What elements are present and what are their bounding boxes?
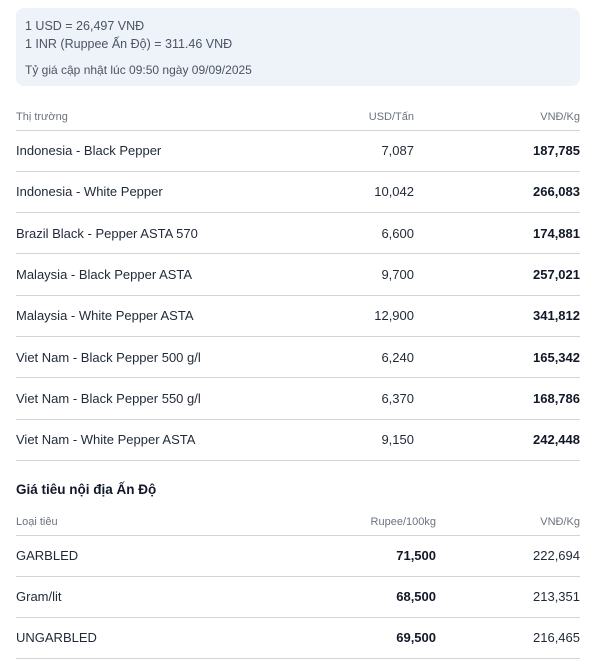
header-rupee-per-100kg: Rupee/100kg [316,509,436,535]
cell-type: GARBLED [16,535,316,576]
table-row [16,336,580,377]
cell-usd: 7,087 [316,130,414,171]
india-section-title: Giá tiêu nội địa Ấn Độ [16,482,157,497]
table-row [16,576,580,617]
india-pepper-price-table [16,509,580,659]
table-row [16,535,580,576]
cell-market: Indonesia - White Pepper [16,171,316,212]
table-header-row [16,104,580,130]
cell-vnd: 213,351 [436,576,580,617]
table-header-row [16,509,580,535]
cell-vnd: 222,694 [436,535,580,576]
header-market: Thị trường [16,104,316,130]
table-row [16,254,580,295]
table-row [16,213,580,254]
cell-type: Gram/lit [16,576,316,617]
cell-type: UNGARBLED [16,617,316,658]
usd-rate: 1 USD = 26,497 VNĐ [25,19,145,33]
cell-usd: 10,042 [316,171,414,212]
header-vnd-per-kg: VNĐ/Kg [436,509,580,535]
header-pepper-type: Loại tiêu [16,509,316,535]
cell-market: Indonesia - Black Pepper [16,130,316,171]
cell-usd: 9,150 [316,419,414,460]
cell-rupee: 68,500 [316,576,436,617]
cell-vnd: 266,083 [414,171,580,212]
cell-vnd: 257,021 [414,254,580,295]
cell-market: Brazil Black - Pepper ASTA 570 [16,213,316,254]
cell-usd: 6,240 [316,336,414,377]
cell-usd: 6,600 [316,213,414,254]
table-row [16,419,580,460]
cell-market: Malaysia - Black Pepper ASTA [16,254,316,295]
exchange-rate-box [16,8,580,86]
table-row [16,378,580,419]
cell-market: Malaysia - White Pepper ASTA [16,295,316,336]
table-row [16,130,580,171]
inr-rate: 1 INR (Ruppee Ấn Độ) = 311.46 VNĐ [25,37,233,51]
cell-vnd: 242,448 [414,419,580,460]
cell-vnd: 216,465 [436,617,580,658]
header-vnd-per-kg: VNĐ/Kg [414,104,580,130]
cell-vnd: 165,342 [414,336,580,377]
world-pepper-price-table [16,104,580,461]
table-row [16,617,580,658]
cell-vnd: 187,785 [414,130,580,171]
rate-updated-time: Tỷ giá cập nhật lúc 09:50 ngày 09/09/2025 [25,63,252,77]
cell-vnd: 168,786 [414,378,580,419]
cell-market: Viet Nam - White Pepper ASTA [16,419,316,460]
cell-usd: 9,700 [316,254,414,295]
table-row [16,295,580,336]
table-row [16,171,580,212]
cell-market: Viet Nam - Black Pepper 550 g/l [16,378,316,419]
cell-rupee: 71,500 [316,535,436,576]
cell-usd: 12,900 [316,295,414,336]
cell-vnd: 174,881 [414,213,580,254]
cell-vnd: 341,812 [414,295,580,336]
cell-usd: 6,370 [316,378,414,419]
cell-market: Viet Nam - Black Pepper 500 g/l [16,336,316,377]
header-usd-per-ton: USD/Tấn [316,104,414,130]
cell-rupee: 69,500 [316,617,436,658]
